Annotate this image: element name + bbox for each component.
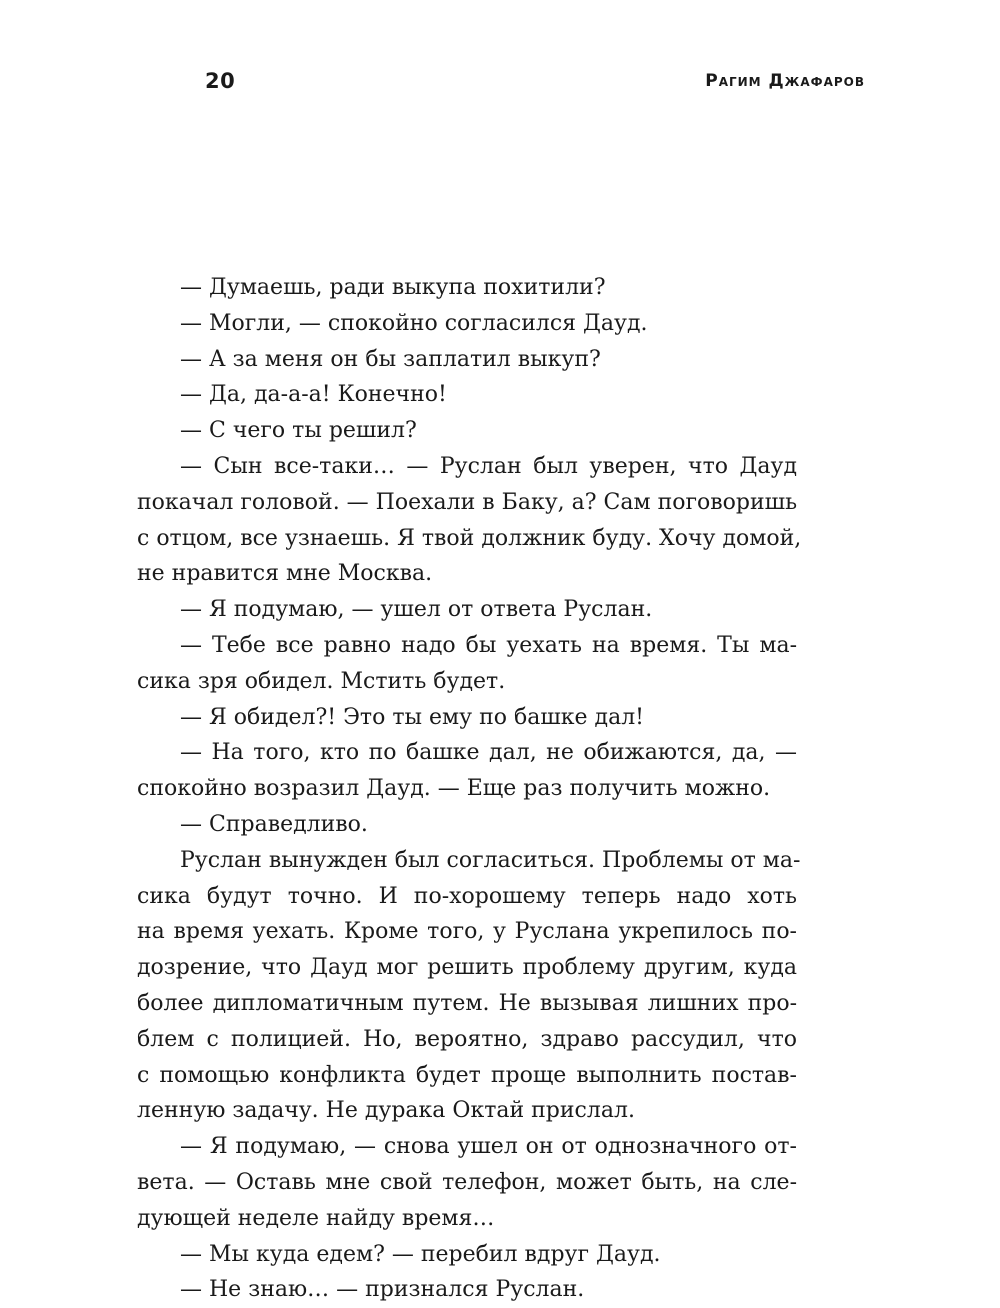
text-line: покачал головой. — Поехали в Баку, а? Сам поговоришь bbox=[137, 489, 798, 515]
text-line: — Сын все-таки… — Руслан был уверен, что Дауд bbox=[180, 453, 797, 479]
text-line: — Я обидел?! Это ты ему по башке дал! bbox=[180, 704, 645, 730]
text-line: — Мы куда едем? — перебил вдруг Дауд. bbox=[180, 1241, 661, 1267]
text-line: с помощью конфликта будет проще выполнить постав- bbox=[137, 1062, 797, 1088]
text-line: дующей неделе найду время… bbox=[137, 1205, 495, 1231]
text-line: ленную задачу. Не дурака Октай прислал. bbox=[137, 1098, 635, 1124]
text-line: — С чего ты решил? bbox=[180, 418, 417, 444]
text-line: — Я подумаю, — ушел от ответа Руслан. bbox=[180, 597, 653, 623]
text-line: — На того, кто по башке дал, не обижаются, да, — bbox=[180, 740, 797, 766]
text-line: — Думаешь, ради выкупа похитили? bbox=[180, 275, 606, 300]
text-line: не нравится мне Москва. bbox=[137, 561, 433, 587]
body-text bbox=[137, 270, 802, 1308]
text-line: спокойно возразил Дауд. — Еще раз получить можно. bbox=[137, 776, 771, 802]
page-number: 20 bbox=[205, 69, 236, 93]
text-line: вета. — Оставь мне свой телефон, может быть, на сле- bbox=[137, 1169, 797, 1195]
text-line: Руслан вынужден был согласиться. Проблемы от ма- bbox=[180, 847, 801, 873]
text-line: — Да, да-а-а! Конечно! bbox=[180, 382, 447, 408]
page-header bbox=[205, 66, 865, 96]
text-line: на время уехать. Кроме того, у Руслана укрепилось по- bbox=[137, 919, 797, 945]
text-line: с отцом, все узнаешь. Я твой должник буду. Хочу домой, bbox=[137, 525, 802, 551]
text-line: — Я подумаю, — снова ушел он от однозначного от- bbox=[180, 1134, 797, 1160]
text-line: сика зря обидел. Мстить будет. bbox=[137, 668, 506, 694]
text-line: — Тебе все равно надо бы уехать на время. Ты ма- bbox=[180, 632, 797, 658]
text-line: — Справедливо. bbox=[180, 811, 368, 837]
text-line: — Не знаю… — признался Руслан. bbox=[180, 1277, 585, 1303]
text-line: более дипломатичным путем. Не вызывая лишних про- bbox=[137, 990, 797, 1016]
text-line: блем с полицией. Но, вероятно, здраво рассудил, что bbox=[137, 1026, 797, 1052]
text-line: сика будут точно. И по-хорошему теперь надо хоть bbox=[137, 883, 797, 909]
running-title: Рагим Джафаров bbox=[705, 71, 865, 91]
text-line: — А за меня он бы заплатил выкуп? bbox=[180, 346, 601, 372]
text-line: — Могли, — спокойно согласился Дауд. bbox=[180, 310, 648, 336]
text-line: дозрение, что Дауд мог решить проблему другим, куда bbox=[137, 955, 797, 981]
